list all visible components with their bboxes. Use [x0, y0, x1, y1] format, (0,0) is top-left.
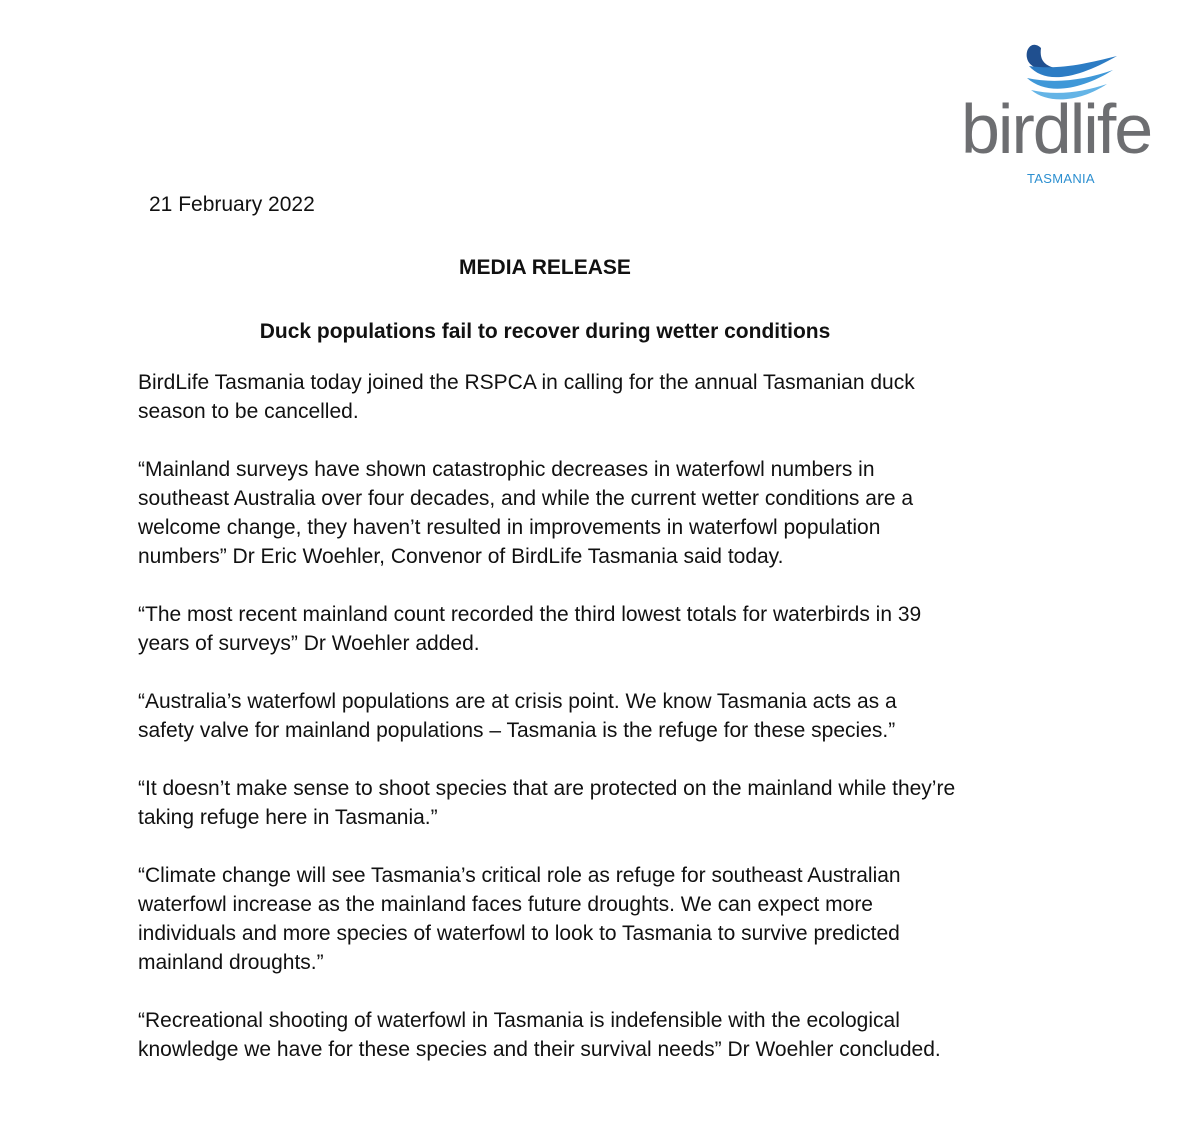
release-body	[138, 368, 958, 1093]
paragraph: “It doesn’t make sense to shoot species that are protected on the mainland while they’re taking refuge here in Tasmania.”	[138, 777, 956, 829]
paragraph: “Climate change will see Tasmania’s critical role as refuge for southeast Australian waterfowl increase as the mainland faces future droughts. We can expect more individuals and more species of waterfowl to look to Tasmania to survive predicted mainland droughts.”	[138, 864, 901, 974]
logo-subtitle: TASMANIA	[1027, 171, 1095, 186]
release-date: 21 February 2022	[149, 193, 315, 216]
paragraph: “Recreational shooting of waterfowl in Tasmania is indefensible with the ecological knowledge we have for these species and their survival needs” Dr Woehler concluded.	[138, 1009, 941, 1061]
headline: Duck populations fail to recover during wetter conditions	[259, 320, 831, 343]
paragraph: “Australia’s waterfowl populations are at crisis point. We know Tasmania acts as a safety valve for mainland populations – Tasmania is the refuge for these species.”	[138, 690, 897, 742]
paragraph: BirdLife Tasmania today joined the RSPCA in calling for the annual Tasmanian duck season to be cancelled.	[138, 371, 915, 423]
birdlife-tasmania-logo	[955, 40, 1170, 190]
paragraph: “Mainland surveys have shown catastrophic decreases in waterfowl numbers in southeast Australia over four decades, and while the current wetter conditions are a welcome change, they haven’t resulted in improvements in waterfowl population numbers” Dr Eric Woehler, Convenor of BirdLife Tasmania said today.	[138, 458, 914, 568]
paragraph: “The most recent mainland count recorded the third lowest totals for waterbirds in 39 years of surveys” Dr Woehler added.	[138, 603, 922, 655]
logo-wordmark: birdlife	[961, 90, 1152, 168]
media-release-label: MEDIA RELEASE	[459, 256, 631, 279]
